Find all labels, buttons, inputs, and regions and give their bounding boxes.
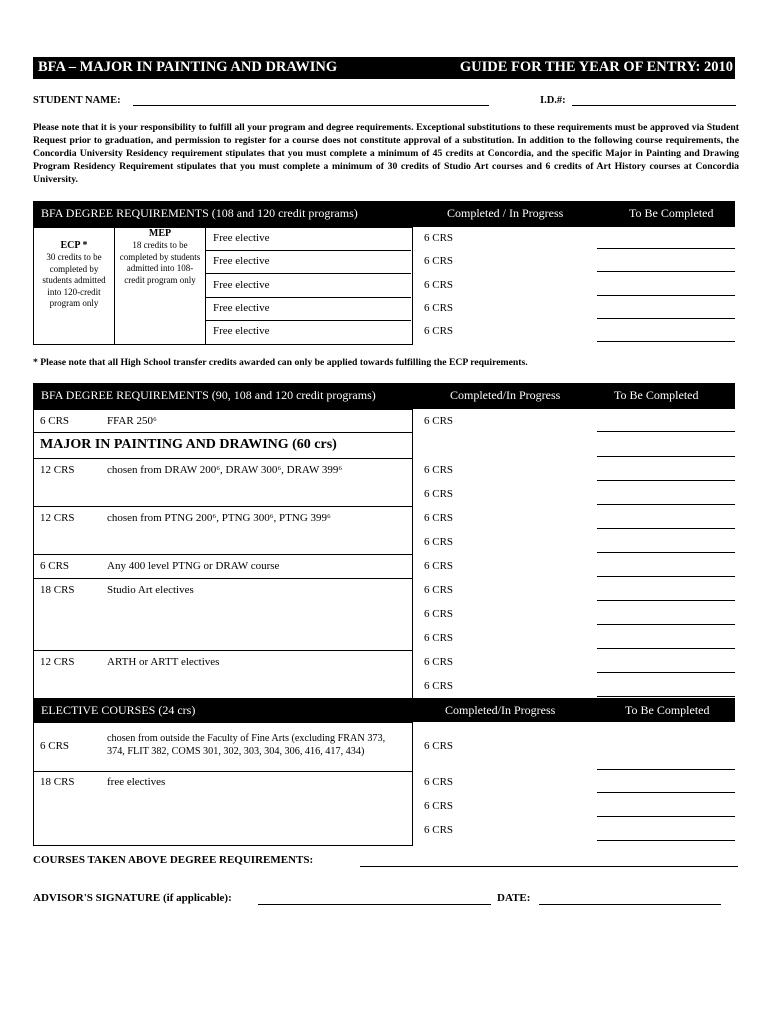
free-electives-line1-credits: 6 CRS [424,776,454,788]
level400-credits: 6 CRS [40,560,70,572]
table2-col-todo: To Be Completed [614,388,699,402]
electives-col-todo: To Be Completed [625,703,710,717]
table2-header [33,383,735,409]
date-field[interactable] [539,904,721,905]
arth-line2-todo-field[interactable] [597,696,735,697]
table1-title: BFA DEGREE REQUIREMENTS (108 and 120 credit programs) [41,206,358,220]
student-id-field[interactable] [572,105,736,106]
studio-line1-todo-field[interactable] [597,600,735,601]
free-electives-line3-todo-field[interactable] [597,840,735,841]
arth-group-course: ARTH or ARTT electives [107,656,220,668]
free-electives-credits: 18 CRS [40,776,75,788]
studio-line2-credits: 6 CRS [424,608,454,620]
electives-title: ELECTIVE COURSES (24 crs) [41,703,196,717]
ptng-line1-credits: 6 CRS [424,512,454,524]
t1-row3-credits: 6 CRS [424,279,454,291]
draw-line1-todo-field[interactable] [597,480,735,481]
t1-row1-todo-field[interactable] [597,248,735,249]
title-bar [33,57,735,79]
ecp-description: 30 credits to be completed by students admitted into 120-credit program only [42,252,106,308]
t1-row4-todo-field[interactable] [597,318,735,319]
ffar-credits: 6 CRS [40,415,70,427]
arth-line1-todo-field[interactable] [597,672,735,673]
electives-col-progress: Completed/In Progress [445,703,556,717]
ffar-course: FFAR 250⁶ [107,415,157,427]
t1-row1-credits: 6 CRS [424,232,454,244]
guide-title: GUIDE FOR THE YEAR OF ENTRY: 2010 [459,59,733,75]
arth-group-credits: 12 CRS [40,656,75,668]
studio-line2-todo-field[interactable] [597,624,735,625]
level400-course: Any 400 level PTNG or DRAW course [107,560,280,572]
outside-fa-todo-field[interactable] [597,769,735,770]
ffar-status: 6 CRS [424,415,454,427]
t1-row5-course: Free elective [213,325,270,337]
outside-fa-line1-credits: 6 CRS [424,740,454,752]
studio-group-course: Studio Art electives [107,584,194,596]
t1-row1-course: Free elective [213,232,270,244]
ptng-group-course: chosen from PTNG 200⁶, PTNG 300⁶, PTNG 399⁶ [107,512,331,524]
t1-row2-todo-field[interactable] [597,271,735,272]
level400-line1-todo-field[interactable] [597,576,735,577]
draw-line2-todo-field[interactable] [597,504,735,505]
t1-row2-course: Free elective [213,255,270,267]
table1-col-todo: To Be Completed [629,206,714,220]
studio-group-credits: 18 CRS [40,584,75,596]
arth-line1-credits: 6 CRS [424,656,454,668]
t1-row4-credits: 6 CRS [424,302,454,314]
courses-above-label: COURSES TAKEN ABOVE DEGREE REQUIREMENTS: [33,854,314,866]
ecp-title: ECP * [60,240,88,251]
major-title-todo-field[interactable] [597,456,735,457]
student-id-label: I.D.#: [540,95,566,106]
mep-description: 18 credits to be completed by students admitted into 108-credit program only [119,240,201,285]
t1-row5-credits: 6 CRS [424,325,454,337]
advisor-signature-label: ADVISOR'S SIGNATURE (if applicable): [33,892,232,904]
arth-line2-credits: 6 CRS [424,680,454,692]
t1-row5-todo-field[interactable] [597,341,735,342]
major-title: MAJOR IN PAINTING AND DRAWING (60 crs) [40,437,337,452]
t1-row2-credits: 6 CRS [424,255,454,267]
table2-col-progress: Completed/In Progress [450,388,561,402]
t1-row3-course: Free elective [213,279,270,291]
free-electives-course: free electives [107,776,166,788]
studio-line3-credits: 6 CRS [424,632,454,644]
draw-group-credits: 12 CRS [40,464,75,476]
ffar-todo-field[interactable] [597,431,735,432]
program-title: BFA – MAJOR IN PAINTING AND DRAWING [38,59,338,75]
free-electives-line2-todo-field[interactable] [597,816,735,817]
studio-line1-credits: 6 CRS [424,584,454,596]
mep-title: MEP [148,228,172,239]
ecp-note: * Please note that all High School transfer credits awarded can only be applied towards fulfilling the ECP requirements. [33,357,528,368]
free-electives-line2-credits: 6 CRS [424,800,454,812]
courses-above-field[interactable] [360,866,738,867]
outside-fa-credits: 6 CRS [40,740,70,752]
student-name-label: STUDENT NAME: [33,95,121,106]
free-electives-line1-todo-field[interactable] [597,792,735,793]
table1-col-progress: Completed / In Progress [447,206,564,220]
electives-header [33,698,735,722]
level400-line1-credits: 6 CRS [424,560,454,572]
ptng-line2-credits: 6 CRS [424,536,454,548]
date-label: DATE: [497,892,531,904]
outside-fa-course-line2: 374, FLIT 382, COMS 301, 302, 303, 304, 306, 416, 417, 434) [107,746,365,757]
responsibility-notice: Please note that it is your responsibility to fulfill all your program and degree requirements. Exceptional substitutions to these requirements must be approved via Student Request prior to graduation, and permission to register for a course does not constitute approval of a substitution. In addition to the following course requirements, the Concordia University Residency requirement stipulates that you must complete a minimum of 45 credits at Concordia, and the specific Major in Painting and Drawing Program Residency Requirement stipulates that you must complete a minimum of 30 credits of Studio Art courses and 6 credits of Art History courses at Concordia University. [33,122,739,185]
ptng-line2-todo-field[interactable] [597,552,735,553]
t1-row4-course: Free elective [213,302,270,314]
ptng-group-credits: 12 CRS [40,512,75,524]
table2-title: BFA DEGREE REQUIREMENTS (90, 108 and 120 credit programs) [41,388,376,402]
draw-line2-credits: 6 CRS [424,488,454,500]
outside-fa-course-line1: chosen from outside the Faculty of Fine Arts (excluding FRAN 373, [107,733,386,744]
free-electives-line3-credits: 6 CRS [424,824,454,836]
ptng-line1-todo-field[interactable] [597,528,735,529]
draw-group-course: chosen from DRAW 200⁶, DRAW 300⁶, DRAW 399⁶ [107,464,343,476]
student-name-field[interactable] [133,105,489,106]
table1-header [33,201,735,227]
advisor-signature-field[interactable] [258,904,491,905]
draw-line1-credits: 6 CRS [424,464,454,476]
studio-line3-todo-field[interactable] [597,648,735,649]
t1-row3-todo-field[interactable] [597,295,735,296]
